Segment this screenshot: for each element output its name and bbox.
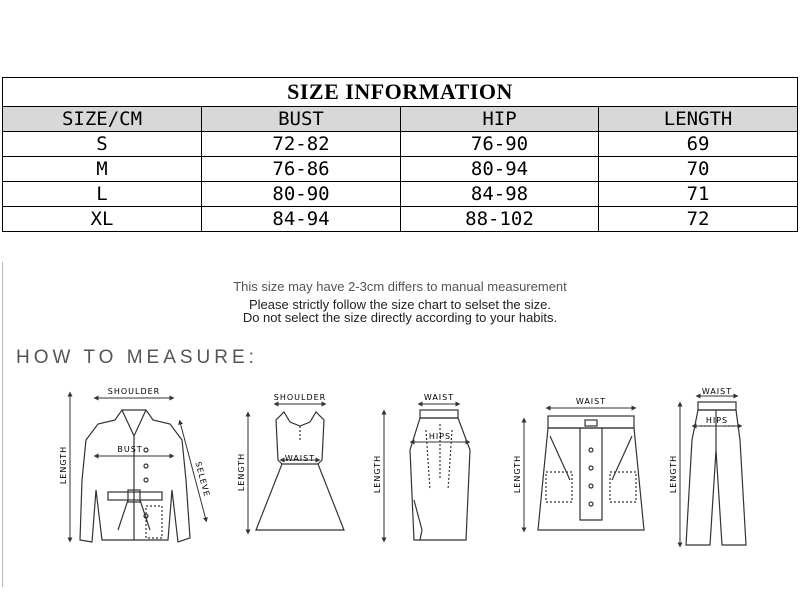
- cell-bust: 76-86: [202, 157, 401, 182]
- skirt-hips-label: HIPS: [428, 432, 452, 441]
- cell-length: 72: [599, 207, 798, 232]
- cell-hip: 88-102: [401, 207, 599, 232]
- coat-shoulder-label: SHOULDER: [107, 387, 161, 396]
- table-row: [3, 132, 798, 157]
- cell-size: L: [3, 182, 202, 207]
- table-row: [3, 207, 798, 232]
- table-header-row: [3, 107, 798, 132]
- cell-size: S: [3, 132, 202, 157]
- note-line-1: This size may have 2-3cm differs to manual measurement: [233, 279, 567, 294]
- how-to-measure-heading: HOW TO MEASURE:: [16, 347, 258, 368]
- coat-bust-label: BUST: [117, 445, 143, 454]
- dress-icon: [256, 412, 344, 530]
- table-title: SIZE INFORMATION: [3, 78, 798, 107]
- note-line-3: Do not select the size directly according to your habits.: [242, 310, 558, 325]
- coat-length-label: LENGTH: [59, 445, 68, 485]
- skirt-length-label: LENGTH: [373, 454, 382, 494]
- table-row: [3, 157, 798, 182]
- dress-length-label: LENGTH: [237, 452, 246, 492]
- cell-hip: 80-94: [401, 157, 599, 182]
- pants-hips-label: HIPS: [705, 416, 729, 425]
- column-header-hip: HIP: [401, 107, 599, 132]
- size-table: [2, 77, 798, 232]
- cell-length: 71: [599, 182, 798, 207]
- coat-sleeve-label: SELEVE: [193, 460, 212, 498]
- cell-size: XL: [3, 207, 202, 232]
- pants-waist-label: WAIST: [701, 387, 733, 396]
- column-header-bust: BUST: [202, 107, 401, 132]
- cell-bust: 84-94: [202, 207, 401, 232]
- pants-length-label: LENGTH: [669, 454, 678, 494]
- dress-waist-label: WAIST: [284, 454, 316, 463]
- measurement-diagrams: [0, 380, 800, 570]
- column-header-size: SIZE/CM: [3, 107, 202, 132]
- cell-hip: 76-90: [401, 132, 599, 157]
- table-row: [3, 182, 798, 207]
- skirt-waist-label: WAIST: [423, 393, 455, 402]
- note-line-2: Please strictly follow the size chart to selset the size.: [248, 297, 551, 312]
- column-header-length: LENGTH: [599, 107, 798, 132]
- cell-length: 69: [599, 132, 798, 157]
- pencil-skirt-icon: [410, 410, 470, 540]
- denim-skirt-icon: [538, 416, 644, 530]
- shorts-waist-label: WAIST: [575, 397, 607, 406]
- cell-bust: 72-82: [202, 132, 401, 157]
- cell-bust: 80-90: [202, 182, 401, 207]
- shorts-length-label: LENGTH: [513, 454, 522, 494]
- cell-hip: 84-98: [401, 182, 599, 207]
- dress-shoulder-label: SHOULDER: [273, 393, 327, 402]
- cell-length: 70: [599, 157, 798, 182]
- cell-size: M: [3, 157, 202, 182]
- coat-icon: [80, 410, 190, 542]
